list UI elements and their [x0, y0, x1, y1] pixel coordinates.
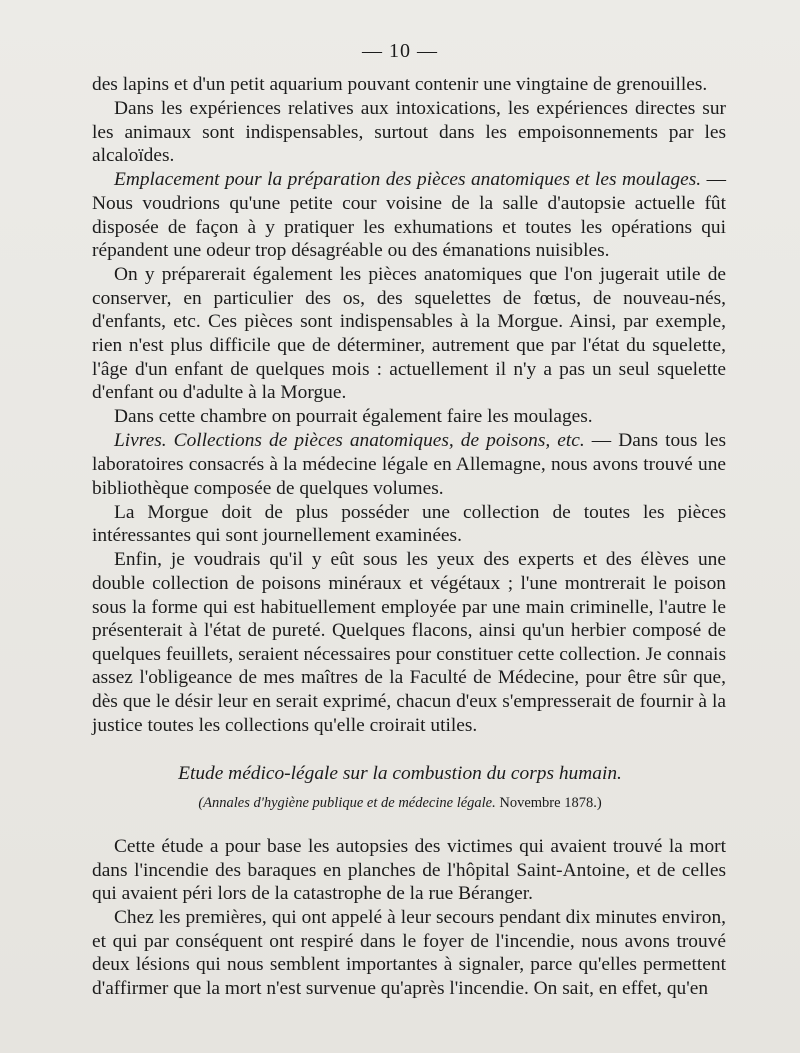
paragraph: Dans cette chambre on pourrait également faire les moulages.	[114, 406, 593, 428]
section-title: Etude médico-légale sur la combustion du corps humain.	[178, 763, 622, 784]
paragraph: La Morgue doit de plus posséder une collection de toutes les pièces intéressantes qui sont journellement examinées.	[92, 501, 726, 547]
paragraph: Chez les premières, qui ont appelé à leur secours pendant dix minutes environ, et qui par conséquent ont respiré dans le foyer de l'incendie, nous avons trouvé deux lésions qui nous semblent importantes à signaler, parce qu'elles permettent d'affirmer que la mort n'est survenue qu'après l'incendie. On sait, en effet, qu'en	[92, 907, 726, 1000]
paragraph: Dans les expériences relatives aux intoxications, les expériences directes sur les animaux sont indispensables, surtout dans les empoisonnements par les alcaloïdes.	[92, 98, 726, 167]
paragraph-heading: Livres. Collections de pièces anatomiques, de poisons, etc.	[114, 430, 585, 452]
paragraph: Enfin, je voudrais qu'il y eût sous les yeux des experts et des élèves une double collection de poisons minéraux et végétaux ; l'une montrerait le poison sous la forme qui est habituellement employée par une main criminelle, l'autre le présenterait à l'état de pureté. Quelques flacons, ainsi qu'un herbier composé de quelques feuillets, seraient nécessaires pour constituer cette collection. Je connais assez l'obligeance de mes maîtres de la Faculté de Médecine, pour être sûr que, dès que le désir leur en serait exprimé, chacun d'eux s'empresserait de fournir à la justice toutes les collections qu'elle croirait utiles.	[92, 549, 726, 736]
section-source	[0, 795, 800, 812]
body-text	[92, 73, 726, 737]
source-date: Novembre 1878.)	[495, 795, 602, 811]
paragraph: Cette étude a pour base les autopsies des victimes qui avaient trouvé la mort dans l'incendie des baraques en planches de l'hôpital Saint-Antoine, et de celles qui avaient péri lors de la catastrophe de la rue Béranger.	[92, 836, 726, 905]
paragraph	[92, 168, 726, 262]
page-number: — 10 —	[362, 40, 438, 62]
paragraph: On y préparerait également les pièces anatomiques que l'on jugerait utile de conserver, en particulier des os, des squelettes de fœtus, de nouveau-nés, d'enfants, etc. Ces pièces sont indispensables à la Morgue. Ainsi, par exemple, rien n'est plus difficile que de déterminer, autrement que par l'état du squelette, l'âge d'un enfant de quelques mois : actuellement il n'y a pas un seul squelette d'enfant ou d'adulte à la Morgue.	[92, 264, 726, 404]
paragraph: des lapins et d'un petit aquarium pouvant contenir une vingtaine de grenouilles.	[92, 74, 708, 95]
body-text-2	[92, 835, 726, 1001]
paragraph-text: — Dans tous les laboratoires consacrés à la médecine légale en Allemagne, nous avons trouvé une bibliothèque composée de quelques volumes.	[92, 430, 726, 499]
paragraph-text: — Nous voudrions qu'une petite cour voisine de la salle d'autopsie actuelle fût disposée de façon à y pratiquer les exhumations et toutes les opérations qui répandent une odeur trop désagréable ou des émanations nuisibles.	[92, 169, 726, 262]
source-journal: (Annales d'hygiène publique et de médecine légale.	[198, 795, 496, 811]
paragraph	[92, 429, 726, 500]
paragraph-heading: Emplacement pour la préparation des pièces anatomiques et les moulages.	[114, 169, 702, 191]
